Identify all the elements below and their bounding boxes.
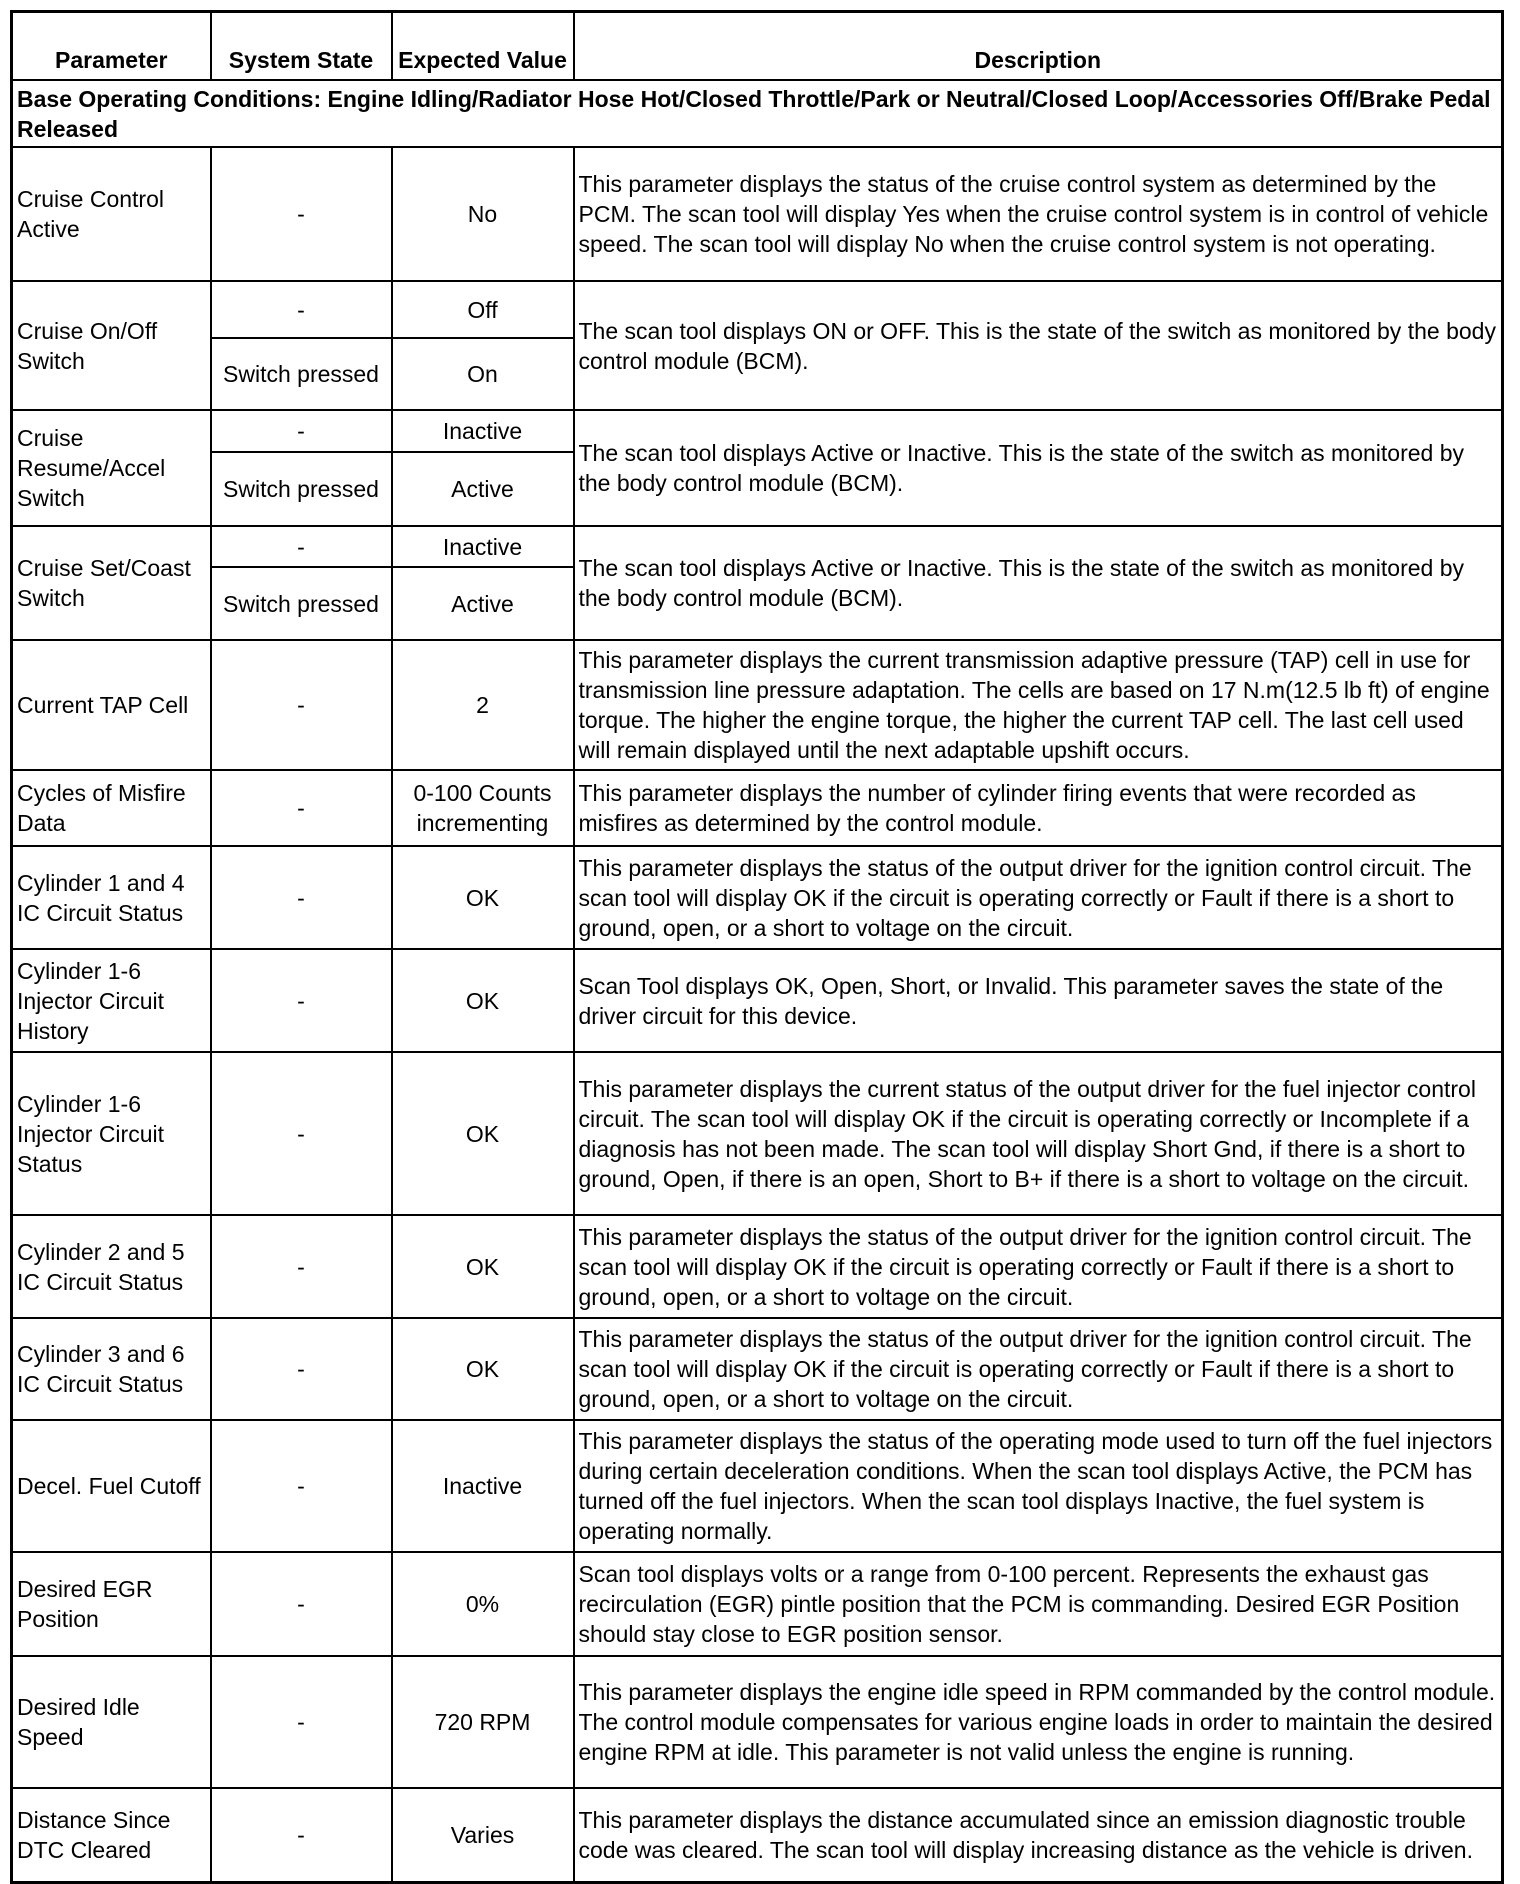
description: The scan tool displays Active or Inactive. This is the state of the switch as monitored by the body control module (BCM). [574, 526, 1503, 640]
expected-value: OK [392, 1318, 574, 1420]
expected-value: Varies [392, 1788, 574, 1882]
system-state: - [211, 640, 392, 770]
system-state: Switch pressed [211, 338, 392, 410]
header-description: Description [574, 12, 1503, 81]
system-state: - [211, 1788, 392, 1882]
description: This parameter displays the status of the output driver for the ignition control circuit. The scan tool will display OK if the circuit is operating correctly or Fault if there is a short to ground, open, or a short to voltage on the circuit. [574, 1215, 1503, 1318]
system-state: - [211, 949, 392, 1052]
description: This parameter displays the distance accumulated since an emission diagnostic trouble code was cleared. The scan tool will display increasing distance as the vehicle is driven. [574, 1788, 1503, 1882]
table-row [12, 949, 1503, 1052]
header-expected-value: Expected Value [392, 12, 574, 81]
table-row [12, 1215, 1503, 1318]
parameter-name: Cylinder 3 and 6 IC Circuit Status [12, 1318, 211, 1420]
system-state: - [211, 1318, 392, 1420]
table-row [12, 770, 1503, 846]
system-state: - [211, 1552, 392, 1656]
expected-value: 0% [392, 1552, 574, 1656]
parameter-name: Cycles of Misfire Data [12, 770, 211, 846]
description: The scan tool displays ON or OFF. This is the state of the switch as monitored by the body control module (BCM). [574, 281, 1503, 410]
expected-value: Off [392, 281, 574, 338]
expected-value: Inactive [392, 1420, 574, 1552]
description: This parameter displays the current status of the output driver for the fuel injector control circuit. The scan tool will display OK if the circuit is operating correctly or Incomplete if a diagnosis has not been made. The scan tool will display Short Gnd, if there is a short to ground, Open, if there is an open, Short to B+ if there is a short to voltage on the circuit. [574, 1052, 1503, 1215]
system-state: Switch pressed [211, 452, 392, 526]
table-row [12, 1788, 1503, 1882]
parameter-name: Cruise On/Off Switch [12, 281, 211, 410]
base-operating-conditions: Base Operating Conditions: Engine Idling/Radiator Hose Hot/Closed Throttle/Park or Neutral/Closed Loop/Accessories Off/Brake Pedal Released [12, 80, 1503, 147]
expected-value: Inactive [392, 526, 574, 567]
description: The scan tool displays Active or Inactive. This is the state of the switch as monitored by the body control module (BCM). [574, 410, 1503, 526]
expected-value: Active [392, 567, 574, 640]
table-row [12, 640, 1503, 770]
parameter-name: Cruise Resume/Accel Switch [12, 410, 211, 526]
header-parameter: Parameter [12, 12, 211, 81]
table-row [12, 1318, 1503, 1420]
table-row [12, 281, 1503, 338]
expected-value: OK [392, 1052, 574, 1215]
parameter-name: Cruise Set/Coast Switch [12, 526, 211, 640]
description: This parameter displays the status of the output driver for the ignition control circuit. The scan tool will display OK if the circuit is operating correctly or Fault if there is a short to ground, open, or a short to voltage on the circuit. [574, 1318, 1503, 1420]
table-row [12, 147, 1503, 281]
parameter-table [10, 10, 1504, 1884]
expected-value: On [392, 338, 574, 410]
parameter-name: Cylinder 1 and 4 IC Circuit Status [12, 846, 211, 949]
expected-value: 0-100 Counts incrementing [392, 770, 574, 846]
table-row [12, 1552, 1503, 1656]
description: Scan Tool displays OK, Open, Short, or Invalid. This parameter saves the state of the driver circuit for this device. [574, 949, 1503, 1052]
expected-value: Active [392, 452, 574, 526]
system-state: - [211, 147, 392, 281]
parameter-name: Desired Idle Speed [12, 1656, 211, 1788]
parameter-name: Cylinder 1-6 Injector Circuit History [12, 949, 211, 1052]
table-row [12, 1420, 1503, 1552]
conditions-row [12, 80, 1503, 147]
parameter-name: Desired EGR Position [12, 1552, 211, 1656]
description: This parameter displays the status of the operating mode used to turn off the fuel injectors during certain deceleration conditions. When the scan tool displays Active, the PCM has turned off the fuel injectors. When the scan tool displays Inactive, the fuel system is operating normally. [574, 1420, 1503, 1552]
expected-value: OK [392, 846, 574, 949]
system-state: - [211, 281, 392, 338]
system-state: - [211, 1656, 392, 1788]
table-row [12, 410, 1503, 452]
expected-value: Inactive [392, 410, 574, 452]
expected-value: No [392, 147, 574, 281]
parameter-name: Current TAP Cell [12, 640, 211, 770]
system-state: - [211, 410, 392, 452]
description: This parameter displays the status of the output driver for the ignition control circuit. The scan tool will display OK if the circuit is operating correctly or Fault if there is a short to ground, open, or a short to voltage on the circuit. [574, 846, 1503, 949]
description: This parameter displays the engine idle speed in RPM commanded by the control module. The control module compensates for various engine loads in order to maintain the desired engine RPM at idle. This parameter is not valid unless the engine is running. [574, 1656, 1503, 1788]
expected-value: OK [392, 1215, 574, 1318]
header-row [12, 12, 1503, 81]
system-state: - [211, 846, 392, 949]
parameter-name: Cylinder 2 and 5 IC Circuit Status [12, 1215, 211, 1318]
description: This parameter displays the status of the cruise control system as determined by the PCM. The scan tool will display Yes when the cruise control system is in control of vehicle speed. The scan tool will display No when the cruise control system is not operating. [574, 147, 1503, 281]
description: Scan tool displays volts or a range from 0-100 percent. Represents the exhaust gas recirculation (EGR) pintle position that the PCM is commanding. Desired EGR Position should stay close to EGR position sensor. [574, 1552, 1503, 1656]
table-row [12, 1052, 1503, 1215]
expected-value: 2 [392, 640, 574, 770]
table-row [12, 526, 1503, 567]
system-state: - [211, 770, 392, 846]
description: This parameter displays the current transmission adaptive pressure (TAP) cell in use for transmission line pressure adaptation. The cells are based on 17 N.m(12.5 lb ft) of engine torque. The higher the engine torque, the higher the current TAP cell. The last cell used will remain displayed until the next adaptable upshift occurs. [574, 640, 1503, 770]
expected-value: 720 RPM [392, 1656, 574, 1788]
system-state: - [211, 1215, 392, 1318]
system-state: - [211, 1420, 392, 1552]
system-state: - [211, 1052, 392, 1215]
table-row [12, 1656, 1503, 1788]
table-row [12, 846, 1503, 949]
parameter-name: Cylinder 1-6 Injector Circuit Status [12, 1052, 211, 1215]
parameter-name: Decel. Fuel Cutoff [12, 1420, 211, 1552]
expected-value: OK [392, 949, 574, 1052]
description: This parameter displays the number of cylinder firing events that were recorded as misfires as determined by the control module. [574, 770, 1503, 846]
header-system-state: System State [211, 12, 392, 81]
system-state: - [211, 526, 392, 567]
system-state: Switch pressed [211, 567, 392, 640]
parameter-name: Distance Since DTC Cleared [12, 1788, 211, 1882]
parameter-name: Cruise Control Active [12, 147, 211, 281]
